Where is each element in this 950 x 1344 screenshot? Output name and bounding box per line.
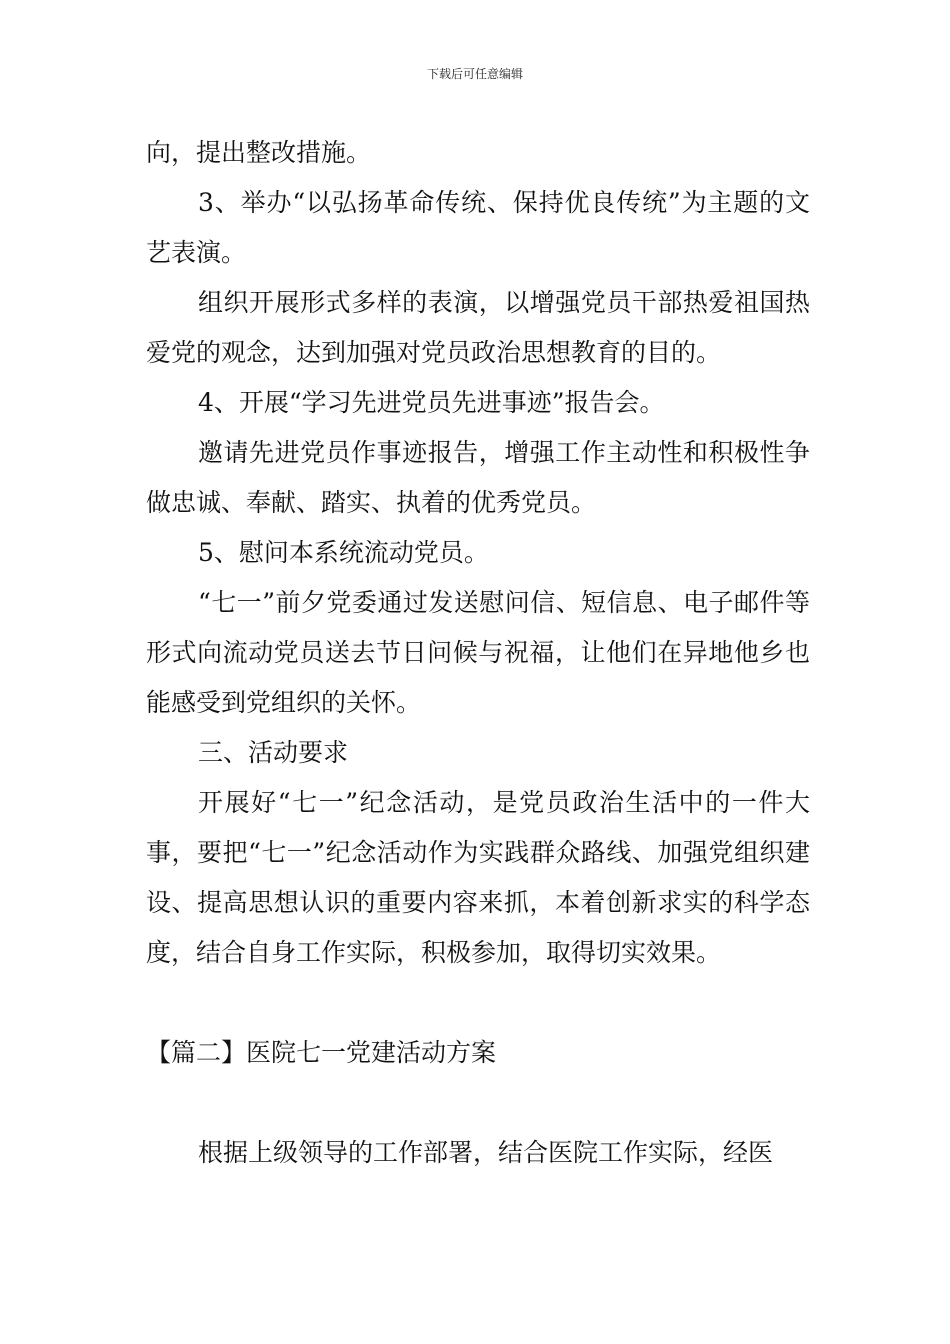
page-header: 下载后可任意编辑 (426, 67, 523, 81)
document-body (146, 128, 810, 1178)
paragraph: 邀请先进党员作事迹报告，增强工作主动性和积极性争做忠诚、奉献、踏实、执着的优秀党员。 (146, 438, 810, 517)
paragraph: 根据上级领导的工作部署，结合医院工作实际，经医 (198, 1138, 774, 1167)
spacer (146, 1078, 810, 1128)
spacer (146, 978, 810, 1028)
paragraph: 开展好“七一”纪念活动，是党员政治生活中的一件大事，要把“七一”纪念活动作为实践群众路线、加强党组织建设、提高思想认识的重要内容来抓，本着创新求实的科学态度，结合自身工作实际，积极参加，取得切实效果。 (146, 788, 810, 967)
paragraph: 组织开展形式多样的表演，以增强党员干部热爱祖国热爱党的观念，达到加强对党员政治思想教育的目的。 (146, 288, 810, 367)
paragraph: “七一”前夕党委通过发送慰问信、短信息、电子邮件等形式向流动党员送去节日问候与祝福，让他们在异地他乡也能感受到党组织的关怀。 (146, 588, 810, 717)
paragraph: 向，提出整改措施。 (146, 138, 372, 167)
list-item-heading: 4、开展“学习先进党员先进事迹”报告会。 (198, 388, 665, 417)
list-item-heading: 5、慰问本系统流动党员。 (198, 538, 489, 567)
section-title: 【篇二】医院七一党建活动方案 (146, 1038, 497, 1067)
section-heading: 三、活动要求 (198, 738, 349, 767)
list-item-heading: 3、举办“以弘扬革命传统、保持优良传统”为主题的文艺表演。 (146, 188, 810, 267)
